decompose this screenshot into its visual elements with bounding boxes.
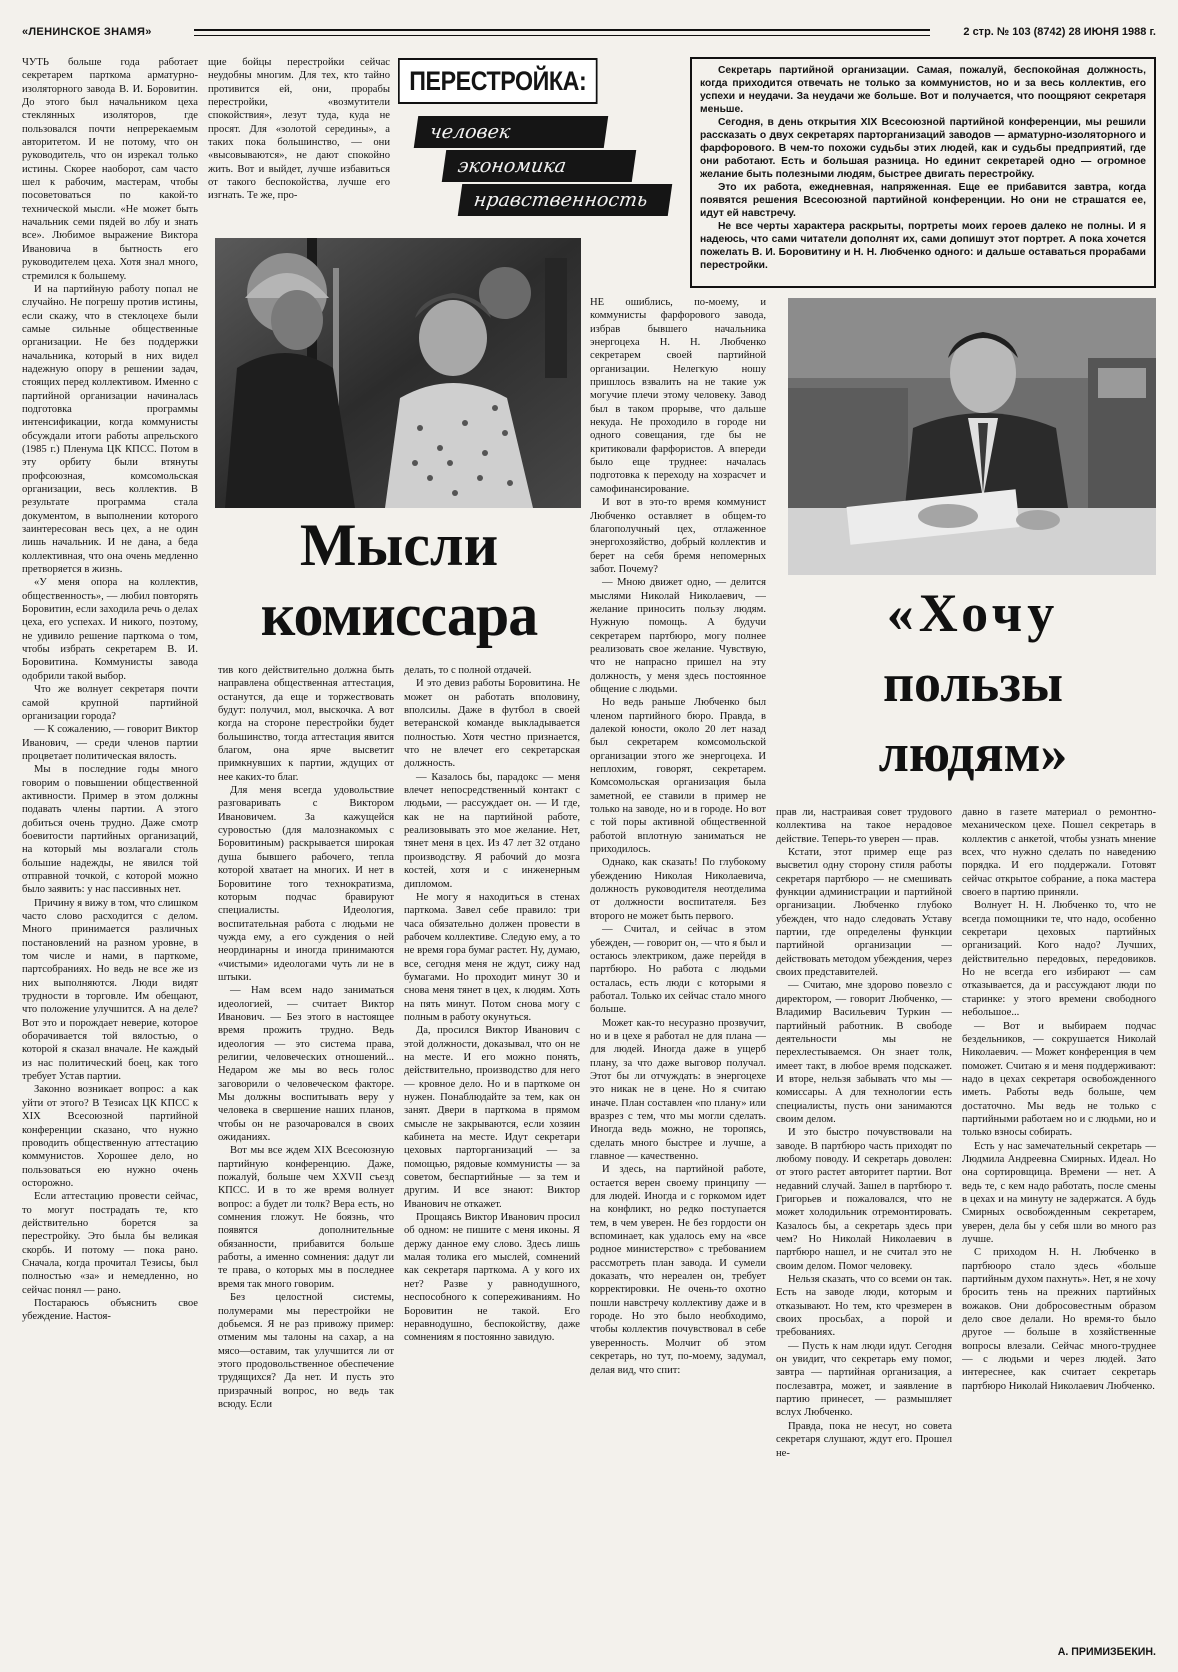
paragraph: И это быстро почувствовали на заводе. В партбюро часть приходят по любому поводу. И секретарь доволен: от этого растет авторитет партии. Вот недавний случай. Зашел в партбюро т. Григорьев и пожаловался, что не может холодильник отремонтировать. Казалось бы, а секретарь здесь при чем? Но Николай Николаевич в партбюро нашел, и не считал это не своим делом. Помог человеку. bbox=[776, 1127, 952, 1272]
intro-paragraph: Это их работа, ежедневная, напряженная. Еще ее прибавится завтра, когда появятся решения Всесоюзной партийной конференции. Но они не страшатся ее, идут ей навстречу. bbox=[700, 181, 1146, 219]
paragraph: — Мною движет одно, — делится мыслями Николай Николаевич, — желание приносить пользу людям. Нужную помощь. А будучи секретарем партбюро, могу полнее реализовать свое желание. Чувствую, что не напрасно пришел на эту должность, у меня здесь постоянное общение с людьми. bbox=[590, 577, 766, 695]
paragraph: И вот в это-то время коммунист Любченко оставляет в общем-то благополучный цех, отлаженное энергохозяйство, добрый коллектив и берет на себя бремя непомерных забот. Почему? bbox=[590, 497, 766, 575]
paragraph: И это девиз работы Боровитина. Не может он работать вполовину, вполсилы. Даже в футбол в своей ветеранской команде выкладывается полностью. Хотя честно признается, что не влечет его секретарская должность. bbox=[404, 678, 580, 770]
paragraph: И здесь, на партийной работе, остается верен своему принципу — для людей. Иногда и с горкомом идет на конфликт, но редко поступается тем, в чем уверен. Не без гордости он вспоминает, как удалось ему на «все родное министерство» с требованием рассмотреть план завода. И сумели доказать, что нереален он, требует корректировки. Не очень-то охотно пошли навстречу коллективу даже и в городе. Но это было необходимо, чтобы коллектив почувствовал в себе уверенность. Молчит об этом секретарь, но тут, по-моему, задумал, делая вид, что спит: bbox=[590, 1164, 766, 1376]
intro-box bbox=[690, 57, 1156, 288]
paragraph: Что же волнует секретаря почти самой крупной партийной организации города? bbox=[22, 684, 198, 722]
paragraph: — Казалось бы, парадокс — меня влечет непосредственный контакт с людьми, — рассуждает он. — И где, как не на партийной работе, реализовывать это мое желание. Нет, тянет меня в цех. Из 47 лет 32 отдано производству. Я рабочий до мозга костей, хотя и с инженерным дипломом. bbox=[404, 771, 580, 890]
intro-paragraph: Сегодня, в день открытия XIX Всесоюзной партийной конференции, мы решили рассказать о двух секретарях парторганизаций заводов — арматурно-изоляторного и фарфорового. В чем-то похожи судьбы этих людей, как и судьбы предприятий, где они работают. Есть и большая разница. Но единит секретарей одно — огромное желание быть полезными людям, быстрее двигать перестройку. bbox=[700, 116, 1146, 180]
paragraph: Может как-то несуразно прозвучит, но и в цехе я работал не для плана — для людей. Иногда даже в ущерб плану, за что даже выговор получал. Этот бы ли отчуждать: в энергоцехе это никак не в цене. Но я считаю иначе. План составлен «по плану» или вразрез с тем, что мы могли сделать. Иногда ведь можно, не торопясь, сделать много быстрее и лучше, а главное — качественно. bbox=[590, 1017, 766, 1162]
headline-line: людям» bbox=[878, 723, 1068, 783]
photo-workers bbox=[215, 238, 581, 508]
paragraph: Причину я вижу в том, что слишком часто слово расходится с делом. Много принимается различных постановлений на разном уровне, в том числе и нами, в парткоме, партсобраниях. Но ведь не все же из них выполняются. Люди видят трудности в торговле. Им обещают, что положение улучшится. А на деле? Вот это и порождает неверие, которое оборачивается той вялостью, о которой я сказал вначале. Не каждый из нас политический боец, как того требует Устав партии. bbox=[22, 897, 198, 1083]
article1-column-1 bbox=[22, 56, 198, 1660]
paragraph: Если аттестацию провести сейчас, то могут пострадать те, кто действительно борется за перестройку. Это была бы великая скорбь. И потому — пока рано. Сначала, когда прочитал Тезисы, был полностью «за» и немедленно, но сейчас понял — рано. bbox=[22, 1191, 198, 1296]
rubric-title: ПЕРЕСТРОЙКА: bbox=[398, 58, 598, 104]
paragraph: Есть у нас замечательный секретарь — Людмила Андреевна Смирных. Идеал. Но она сортировщица. Времени — нет. А ведь те, с кем надо работать, после смены в цехах и на минуту не задержатся. А будь Смирных освобожденным секретарем, уверен, дела бы у себя шли во много раз лучше. bbox=[962, 1140, 1156, 1245]
paragraph: — Пусть к нам люди идут. Сегодня он увидит, что секретарь ему помог, завтра — партийная организация, а послезавтра, может, и заявление в партию принесет, — размышляет вслух Любченко. bbox=[776, 1340, 952, 1419]
headline-line: «Хочу bbox=[886, 583, 1060, 643]
rubric-perestroika bbox=[398, 58, 674, 221]
article2-column-3 bbox=[962, 806, 1156, 1642]
paragraph: — Вот и выбираем подчас бездельников, — сокрушается Николай Николаевич. — Может конференция в чем поможет. Считаю я и меня поддерживают: надо в цехах секретаря освобожденного иметь. Работы ведь больше, чем достаточно. Мы ведь не только с партийными работаем но и с людьми, но и только взносы собирать. bbox=[962, 1020, 1156, 1139]
paragraph: Постараюсь объяснить свое убеждение. Настоя- bbox=[22, 1297, 198, 1323]
issue-info: 2 стр. № 103 (8742) 28 ИЮНЯ 1988 г. bbox=[963, 26, 1156, 38]
paragraph: Правда, пока не несут, но совета секретаря слушают, ждут его. Прошел не- bbox=[776, 1420, 952, 1459]
photo-workers-image bbox=[215, 238, 581, 508]
paragraph: Кстати, этот пример еще раз высветил одну сторону стиля работы секретаря партбюро — не смешивать функции администрации и партийной организации. Любченко глубоко убежден, что надо следовать Уставу партии, где определены функции партийной организации — действовать методом убеждения, через своих представителей. bbox=[776, 847, 952, 979]
paragraph: Вот мы все ждем XIX Всесоюзную партийную конференцию. Даже, пожалуй, больше чем XXVII съезд КПСС. И в то же время волнует вопрос: а будет ли толк? Вера есть, но сомнения гложут. Не боязнь, что появятся дополнительные обязанности, прибавится больше работы, а именно сомнения: дадут ли те права, о которых мы в последнее время так много говорим. bbox=[218, 1145, 394, 1290]
paragraph: «У меня опора на коллектив, общественность», — любил повторять Боровитин, если заходила речь о делах цеха, его успехах. И никого, поэтому, не удивило решение парткома о том, чтобы избрать секретарем В. И. Боровитина. Коммунисты завода одобрили такой выбор. bbox=[22, 577, 198, 682]
intro-paragraph: Секретарь партийной организации. Самая, пожалуй, беспокойная должность, когда приходится отвечать не только за коммунистов, но и за весь коллектив, его успехи и неудачи. За неудачи же больше. Вот и получается, что поощряют секретаря меньше. bbox=[700, 65, 1146, 115]
paragraph: Волнует Н. Н. Любченко то, что не всегда помощники те, что надо, особенно секретари цеховых партийных организаций. Кого надо? Лучших, действительно передовых, передовиков. Но не всегда его избирают — сам отказывается, да и рассуждают люди по старинке: у этого времени свободного небольшое... bbox=[962, 900, 1156, 1019]
headline-line: Мысли bbox=[299, 512, 499, 578]
paragraph: Мы в последние годы много говорим о повышении общественной активности. Пример в этом должны подавать члены партии. А этого добиться очень трудно. Даже смотр боевитости партийных организаций, на который мы возлагали столь большие надежды, не явился той отправной точкой, с которой можно было заявить: у нас пассивных нет. bbox=[22, 764, 198, 896]
paragraph: Однако, как сказать! По глубокому убеждению Николая Николаевича, должность руководителя неотделима от должности воспитателя. Без второго не может быть первого. bbox=[590, 857, 766, 922]
paragraph: давно в газете материал о ремонтно-механическом цехе. Пошел секретарь в коллектив с анкетой, чтобы узнать мнение всех, что нужно сделать по наведению порядка. И его поддержали. Готовят сейчас открытое собрание, а пока мастера своего в партию приняли. bbox=[962, 807, 1156, 899]
photo-secretary-at-desk bbox=[788, 298, 1156, 575]
headline-line: комиссара bbox=[260, 582, 538, 648]
paragraph: ЧУТЬ больше года работает секретарем парткома арматурно-изоляторного завода В. И. Боровитин. До этого был начальником цеха стеклянных изоляторов, где пользовался почти непререкаемым авторитетом. И не потому, что он руководитель, что он изрекал только истины. Скорее наоборот, сам часто шел к рабочим, мастерам, чтобы посоветоваться по какой-то технической мысли. «Не может быть начальник семи пядей во лбу и знать все». Любимое выражение Виктора Ивановича в бытность его руководителем цеха. Хотя знал много, стремился к большему. bbox=[22, 57, 198, 282]
rubric-band: нравственность bbox=[458, 184, 672, 216]
article1-column-2 bbox=[218, 664, 394, 1660]
paragraph: И на партийную работу попал не случайно. Не погрешу против истины, если скажу, что в стеклоцехе были самые сильные общественные организации. Не без поддержки начальника, который в них видел надежную опору в решении задач, стоящих перед коллективом. Именно с партийной организации начиналась подготовка программы интенсификации, когда коммунисты обсуждали итоги работы апрельского (1985 г.) Пленума ЦК КПСС. Потом в эту орбиту были втянуты профсоюзная, комсомольская организации, весь коллектив. В результате программа стала документом, в выполнении которого заинтересован весь цех, а не один лишь начальник. И не дана, а беда коллективная, что она очень медленно претворяется в жизнь. bbox=[22, 283, 198, 576]
masthead-rule bbox=[194, 35, 930, 36]
newspaper-name: «ЛЕНИНСКОЕ ЗНАМЯ» bbox=[22, 26, 152, 38]
paragraph: Нельзя сказать, что со всеми он так. Есть на заводе люди, которым и отказывают. Но тем, кто чрезмерен в своих просьбах, а порой и требованиях. bbox=[776, 1274, 952, 1339]
article1-column-2-top bbox=[208, 56, 390, 228]
paragraph: Без целостной системы, полумерами мы перестройки не добьемся. Я не раз привожу пример: отменим мы талоны на сахар, а на мясо—оставим, так улучшится ли от этого продовольственное обеспечение трудящихся? Да нет. И пусть это призрачный вопрос, но ведь так всюду. Если bbox=[218, 1292, 394, 1410]
masthead bbox=[22, 24, 1156, 42]
rubric-band: экономика bbox=[442, 150, 636, 182]
photo-secretary-image bbox=[788, 298, 1156, 575]
paragraph: Но ведь раньше Любченко был членом партийного бюро. Правда, в далекой юности, около 20 лет назад был секретарем комсомольской организации этого же энергоцеха. И неплохим, говорят, секретарем. Комсомольская организация была заметной, ее ставили в пример не только на заводе, но и в городе. Но вот с той поры активной общественной работой вплотную заниматься не приходилось. bbox=[590, 697, 766, 856]
paragraph: тив кого действительно должна быть направлена общественная аттестация, останутся, да еще и торжествовать будут: получил, мол, выскочка. А вот когда на стороне перестройки будет большинство, тогда аттестация явится благом, она ярче высветит примкнувших к партии, ждущих от нее каких-то благ. bbox=[218, 665, 394, 783]
author-signature: А. ПРИМИЗБЕКИН. bbox=[1057, 1646, 1156, 1658]
paragraph: делать, то с полной отдачей. bbox=[404, 665, 532, 676]
intro-paragraph: Не все черты характера раскрыты, портреты моих героев далеко не полны. И я надеюсь, что сами читатели дополнят их, сами допишут этот портрет. А пока хочется пожелать В. И. Боровитину и Н. Н. Любченко одного: и дальше оставаться прорабами перестройки. bbox=[700, 220, 1146, 271]
paragraph: — Считаю, мне здорово повезло с директором, — говорит Любченко, — Владимир Васильевич Туркин — партийный работник. В свободе деятельности мы не перехлестываемся. Он знает толк, имеет такт, в любое время подскажет. И вторе, нельзя забывать что мы — комиссары. А для технологии есть специалисты, пусть они занимаются своим делом. bbox=[776, 980, 952, 1125]
paragraph: НЕ ошиблись, по-моему, и коммунисты фарфорового завода, избрав бывшего начальника энергоцеха Н. Н. Любченко секретарем своей партийной организации. Нелегкую ношу пришлось взвалить на не такие уж могучие плечи этому человеку. Завод был в таком прорыве, что дальше некуда. Не проходило в городе ни одного совещания, где бы не критиковали фарфористов. А впереди было еще труднее: началась подготовка к переходу на хозрасчет и самофинансирование. bbox=[590, 297, 766, 495]
paragraph: — Нам всем надо заниматься идеологией, — считает Виктор Иванович. — Без этого в настоящее время прожить трудно. Ведь идеология — это система права, религии, человеческих отношений... Недаром же мы во весь голос заговорили о человеческом факторе. Мы должны воспитывать веру у человека в свершение наших планов, чтобы он не разочаровался в своих ожиданиях. bbox=[218, 985, 394, 1144]
article2-column-1 bbox=[590, 296, 766, 1660]
paragraph: Да, просился Виктор Иванович с этой должности, доказывал, что он не на месте. И его можно понять, действительно, производство для него — кровное дело. Но и в парткоме он нужен. Понаблюдайте за тем, как он занят. Двери в парткома в прямом смысле не закрываются, если хозяин кабинета на месте. Идут секретари цеховых парторганизаций — за помощью, рядовые коммунисты — за советом, беспартийные — за тем и другим. И все знают: Виктор Иванович не откажет. bbox=[404, 1025, 580, 1210]
paragraph: Прощаясь Виктор Иванович просил об одном: не пишите с меня иконы. Я держу данное ему слово. Здесь лишь малая толика его мыслей, сомнений как секретаря парткома. А у кого их нет? Разве у равнодушного, неспособного к сопереживаниям. Но Боровитин не такой. Его неравнодушно, беспокойству, даже сомнениям я постоянно завидую. bbox=[404, 1212, 580, 1344]
paragraph: С приходом Н. Н. Любченко в партбюоро стало здесь «больше партийным духом пахнуть». Нет, я не хочу бросить тень на прежних партийных вожаков. Они добросовестным образом дело свое делали. Но время-то было другое — больше в хозяйственные вопросы влезали. Сейчас много-труднее — с людьми и через людей. Зато интереснее, как считает секретарь партбюро Николай Николаевич Любченко. bbox=[962, 1247, 1156, 1392]
paragraph: Законно возникает вопрос: а как уйти от этого? В Тезисах ЦК КПСС к XIX Всесоюзной партийной конференции сказано, что нужно проводить общественную аттестацию коммунистов. Хорошее дело, но пользоваться ею нужно очень осторожно. bbox=[22, 1084, 198, 1189]
masthead-rule bbox=[194, 29, 930, 31]
paragraph: Для меня всегда удовольствие разговаривать с Виктором Ивановичем. За кажущейся суровостью (для малознакомых с Боровитиным) раскрывается широкая душа бывшего рабочего, тепла которой хватает на многих. И нет в Боровитине того технократизма, которым подчас бравируют специалисты. Идеология, воспитательная работа с людьми не чужда ему, а его суждения о ней неординарны и иногда принимаются «чистыми» идеологами чуть ли не в штыки. bbox=[218, 785, 394, 983]
article1-column-3 bbox=[404, 664, 580, 1660]
paragraph: — Считал, и сейчас в этом убежден, — говорит он, — что я был и остаюсь электриком, даже перейдя в партбюро. Но работа с людьми осталась, есть люди с которыми я работал. Только их сейчас стало много больше. bbox=[590, 924, 766, 1016]
headline-line: пользы bbox=[882, 653, 1064, 713]
paragraph: прав ли, настраивая совет трудового коллектива на такое нерадовое действие. Теперь-то уверен — прав. bbox=[776, 807, 952, 845]
article1-headline bbox=[210, 510, 588, 658]
rubric-band: человек bbox=[414, 116, 608, 148]
paragraph: щие бойцы перестройки сейчас неудобны многим. Для тех, кто тайно противится ей, они, прорабы перестройки, «возмутители спокойствия», лезут туда, куда не просят. Для «золотой середины», а таких пока большинство, — они «высовываются», не дают спокойно жить. Вот и выйдет, лучше избавиться от такого беспокойства, лучше его изгнать. Те же, про- bbox=[208, 57, 390, 202]
paragraph: — К сожалению, — говорит Виктор Иванович, — среди членов партии процветает политическая вялость. bbox=[22, 724, 198, 762]
paragraph: Не могу я находиться в стенах парткома. Завел себе правило: три часа обязательно должен провести в рабочем коллективе. Следую ему, а то не время гора бумаг растет. Ну, думаю, все, сегодня меня не ждут, сижу над бумагами. Но проходит минут 30 и снова меня тянет в цех, к людям. Хоть на пять минут. Потом снова могу с полным в работу окунуться. bbox=[404, 891, 580, 1023]
article2-column-2 bbox=[776, 806, 952, 1660]
article2-headline bbox=[778, 578, 1168, 800]
